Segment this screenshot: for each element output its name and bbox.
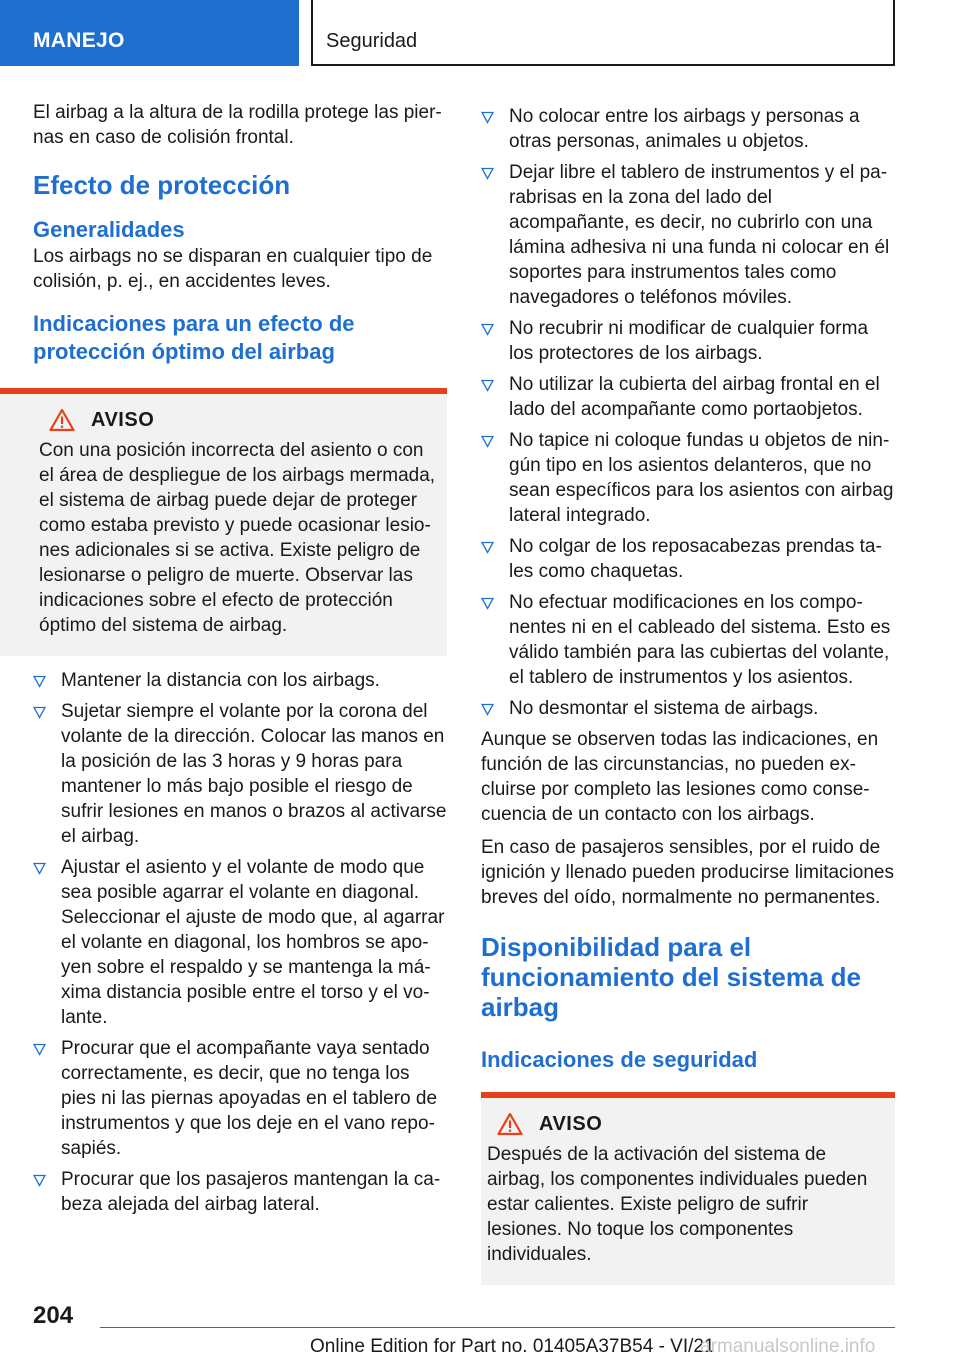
edition-text: Online Edition for Part no. 01405A37B54 - VI/21 [310,1336,715,1357]
warning-box [481,1092,895,1285]
heading-safety: Indicaciones de seguridad [481,1047,758,1072]
triangle-bullet-icon [33,862,46,875]
triangle-bullet-icon [481,167,494,180]
contact-paragraph: Aunque se observen todas las indicaciones, en función de las circunstancias, no pueden excluirse por completo las lesiones como consecuencia de un contacto con los airbags. [481,729,879,825]
list-item: No colocar entre los airbags y personas a otras personas, animales u objetos. [481,104,895,154]
general-paragraph: Los airbags no se disparan en cualquier tipo de colisión, p. ej., en accidentes leves. [33,246,433,292]
list-item: Procurar que los pasajeros mantengan la cabeza alejada del airbag lateral. [33,1167,447,1217]
intro-paragraph: El airbag a la altura de la rodilla protege las piernas en caso de colisión frontal. [33,102,442,148]
triangle-bullet-icon [481,541,494,554]
right-bullet-list [481,104,895,721]
chapter-label: Seguridad [326,30,418,52]
list-item: Dejar libre el tablero de instrumentos y el parabrisas en la zona del lado del acompañante, es decir, no cubrirlo con una lámina adhesiva ni una funda ni colocar en él soportes para instrumentos tales como navegadores o teléfonos móviles. [481,160,895,310]
heading-availability: Disponibilidad para el funcionamiento del sistema de airbag [481,932,861,1022]
list-item: Procurar que el acompañante vaya sentado correctamente, es decir, que no tenga los pies ni las piernas apoyadas en el tablero de instrumentos y que los deje en el vano reposapiés. [33,1036,447,1161]
warning-title: AVISO [91,408,155,431]
list-item: No efectuar modificaciones en los componentes ni en el cableado del sistema. Esto es válido también para las cubiertas del volante, el tablero de instrumentos y los asientos. [481,590,895,690]
triangle-bullet-icon [481,323,494,336]
warning-triangle-icon [497,1112,523,1136]
warning-triangle-icon [49,408,75,432]
triangle-bullet-icon [33,1174,46,1187]
triangle-bullet-icon [33,1043,46,1056]
left-column [33,100,447,1223]
warning-text: Después de la activación del sistema de airbag, los componentes individuales pueden estar calientes. Existe peligro de sufrir lesiones. No toque los componentes individuales. [487,1144,868,1265]
list-item: Mantener la distancia con los airbags. [33,668,447,693]
list-item: Sujetar siempre el volante por la corona del volante de la dirección. Colocar las manos en la posición de las 3 horas y 9 horas para mantener lo más bajo posible el riesgo de sufrir lesiones en manos o brazos al activarse el airbag. [33,699,447,849]
triangle-bullet-icon [33,706,46,719]
triangle-bullet-icon [481,435,494,448]
triangle-bullet-icon [481,703,494,716]
heading-indications: Indicaciones para un efecto de protección óptimo del airbag [33,311,355,364]
triangle-bullet-icon [481,111,494,124]
footer-divider [100,1327,895,1328]
warning-box [0,388,447,656]
right-column [481,104,895,1285]
left-bullet-list [33,668,447,1217]
list-item: No desmontar el sistema de airbags. [481,696,895,721]
list-item: No colgar de los reposacabezas prendas tales como chaquetas. [481,534,895,584]
triangle-bullet-icon [481,597,494,610]
heading-general: Generalidades [33,217,185,242]
list-item: No recubrir ni modificar de cualquier forma los protectores de los airbags. [481,316,895,366]
page-number: 204 [33,1302,74,1329]
list-item: Ajustar el asiento y el volante de modo que sea posible agarrar el volante en diagonal. Seleccionar el ajuste de modo que, al agarrar el volante en diagonal, los hombros se apoyen sobre el respaldo y se mantenga la máxima distancia posible entre el torso y el volante. [33,855,447,1030]
chapter-header [311,0,895,66]
heading-protection: Efecto de protección [33,170,291,200]
triangle-bullet-icon [481,379,494,392]
list-item: No utilizar la cubierta del airbag frontal en el lado del acompañante como portaobjetos. [481,372,895,422]
warning-title: AVISO [539,1112,603,1135]
warning-text: Con una posición incorrecta del asiento o con el área de despliegue de los airbags mermada, el sistema de airbag puede dejar de proteger como estaba previsto y puede ocasionar lesiones adicionales si se activa. Existe peligro de lesionarse o peligro de muerte. Observar las indicaciones sobre el efecto de protección óptimo del sistema de airbag. [39,440,436,636]
list-item: No tapice ni coloque fundas u objetos de ningún tipo en los asientos delanteros, que no sean específicos para los asientos con airbag lateral integrado. [481,428,895,528]
watermark: armanualsonline.info [700,1336,876,1357]
section-label: MANEJO [33,29,125,52]
hearing-paragraph: En caso de pasajeros sensibles, por el ruido de ignición y llenado pueden producirse limitaciones breves del oído, normalmente no permanentes. [481,837,894,908]
section-tab [0,0,299,66]
triangle-bullet-icon [33,675,46,688]
